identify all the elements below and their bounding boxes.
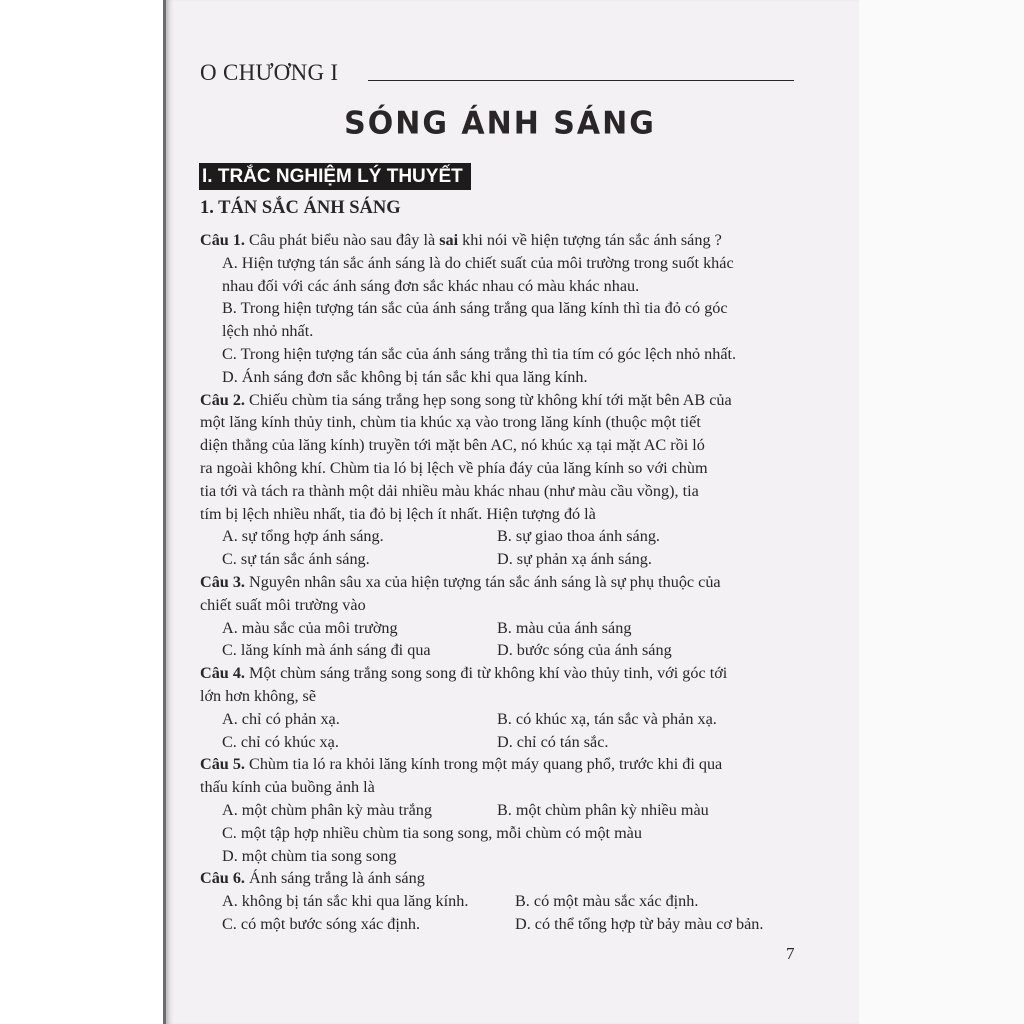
question-3 xyxy=(200,571,800,617)
question-5 xyxy=(200,753,800,799)
option-row xyxy=(200,890,800,913)
question-text: ra ngoài không khí. Chùm tia ló bị lệch về phía đáy của lăng kính so với chùm xyxy=(200,458,708,477)
page-number: 7 xyxy=(786,944,795,963)
question-text: thấu kính của buồng ảnh là xyxy=(200,778,375,797)
option-d: D. một chùm tia song song xyxy=(222,846,397,865)
question-4 xyxy=(200,662,800,708)
option-c: C. một tập hợp nhiều chùm tia song song, mỗi chùm có một màu xyxy=(222,823,642,842)
question-label: Câu 4. xyxy=(200,664,245,683)
question-text: Chùm tia ló ra khỏi lăng kính trong một máy quang phổ, trước khi đi qua xyxy=(244,755,723,774)
option-line: C. Trong hiện tượng tán sắc của ánh sáng trắng thì tia tím có góc lệch nhỏ nhất. xyxy=(222,344,737,363)
chapter-rule xyxy=(368,80,794,81)
option-row xyxy=(200,845,800,868)
option-c xyxy=(200,343,800,366)
option-b xyxy=(200,297,800,343)
question-text: lớn hơn không, sẽ xyxy=(200,686,317,705)
option-row xyxy=(200,708,800,731)
option-d: D. bước sóng của ánh sáng xyxy=(497,641,672,660)
question-text: tím bị lệch nhiều nhất, tia đỏ bị lệch ít nhất. Hiện tượng đó là xyxy=(200,504,596,523)
question-text: khi nói về hiện tượng tán sắc ánh sáng ? xyxy=(458,231,722,249)
questions xyxy=(200,229,800,936)
chapter-title: SÓNG ÁNH SÁNG xyxy=(344,105,656,142)
option-d xyxy=(200,366,800,389)
question-text: một lăng kính thủy tinh, chùm tia khúc xạ vào trong lăng kính (thuộc một tiết xyxy=(200,413,701,432)
option-c: C. chỉ có khúc xạ. xyxy=(222,732,339,751)
option-row xyxy=(200,731,800,754)
option-b: B. sự giao thoa ánh sáng. xyxy=(497,527,660,546)
subsection-heading: 1. TÁN SẮC ÁNH SÁNG xyxy=(200,198,401,218)
option-b: B. có một màu sắc xác định. xyxy=(515,892,699,911)
question-6 xyxy=(200,867,800,890)
question-2 xyxy=(200,389,800,526)
option-a: A. chỉ có phản xạ. xyxy=(222,709,340,728)
option-line: lệch nhỏ nhất. xyxy=(222,322,314,341)
question-label: Câu 6. xyxy=(200,869,245,888)
option-d: D. sự phản xạ ánh sáng. xyxy=(497,550,652,569)
question-text: Một chùm sáng trắng song song đi từ không khí vào thủy tinh, với góc tới xyxy=(244,664,728,683)
option-b: B. một chùm phân kỳ nhiều màu xyxy=(497,800,709,819)
question-text: Chiếu chùm tia sáng trắng hẹp song song từ không khí tới mặt bên AB của xyxy=(244,390,732,409)
option-d: D. có thể tổng hợp từ bảy màu cơ bản. xyxy=(515,914,764,933)
option-a xyxy=(200,252,800,298)
question-1 xyxy=(200,229,800,252)
question-text: Câu phát biểu nào sau đây là xyxy=(244,231,440,249)
option-line: B. Trong hiện tượng tán sắc của ánh sáng trắng qua lăng kính thì tia đỏ có góc xyxy=(222,299,728,318)
option-b: B. có khúc xạ, tán sắc và phản xạ. xyxy=(497,709,717,728)
option-a: A. không bị tán sắc khi qua lăng kính. xyxy=(222,892,469,911)
chapter-heading: O CHƯƠNG I xyxy=(200,60,339,85)
section-heading: I. TRẮC NGHIỆM LÝ THUYẾT xyxy=(199,163,471,190)
question-label: Câu 2. xyxy=(200,390,245,409)
option-b: B. màu của ánh sáng xyxy=(497,618,632,637)
question-text: Nguyên nhân sâu xa của hiện tượng tán sắc ánh sáng là sự phụ thuộc của xyxy=(244,572,721,591)
option-line: nhau đối với các ánh sáng đơn sắc khác nhau có màu khác nhau. xyxy=(222,276,640,295)
question-text: tia tới và tách ra thành một dải nhiều màu khác nhau (như màu cầu vồng), tia xyxy=(200,481,699,500)
background xyxy=(859,0,1024,1024)
option-row xyxy=(200,799,800,822)
option-row xyxy=(200,822,800,845)
option-line: D. Ánh sáng đơn sắc không bị tán sắc khi qua lăng kính. xyxy=(222,367,588,386)
question-text: Ánh sáng trắng là ánh sáng xyxy=(244,869,425,888)
option-c: C. sự tán sắc ánh sáng. xyxy=(222,550,370,569)
option-c: C. lăng kính mà ánh sáng đi qua xyxy=(222,641,431,660)
option-c: C. có một bước sóng xác định. xyxy=(222,914,421,933)
option-a: A. sự tổng hợp ánh sáng. xyxy=(222,527,384,546)
option-row xyxy=(200,639,800,662)
option-row xyxy=(200,548,800,571)
question-text: diện thẳng của lăng kính) truyền tới mặt bên AC, nó khúc xạ tại mặt AC rồi ló xyxy=(200,436,705,455)
question-text: chiết suất môi trường vào xyxy=(200,595,366,614)
question-emphasis: sai xyxy=(439,231,459,249)
option-d: D. chỉ có tán sắc. xyxy=(497,732,609,751)
question-label: Câu 3. xyxy=(200,572,245,591)
option-a: A. một chùm phân kỳ màu trắng xyxy=(222,800,432,819)
question-label: Câu 5. xyxy=(200,755,245,774)
option-row xyxy=(200,617,800,640)
option-row xyxy=(200,913,800,936)
option-line: A. Hiện tượng tán sắc ánh sáng là do chiết suất của môi trường trong suốt khác xyxy=(222,253,734,272)
option-row xyxy=(200,525,800,548)
question-label: Câu 1. xyxy=(200,231,245,249)
option-a: A. màu sắc của môi trường xyxy=(222,618,398,637)
